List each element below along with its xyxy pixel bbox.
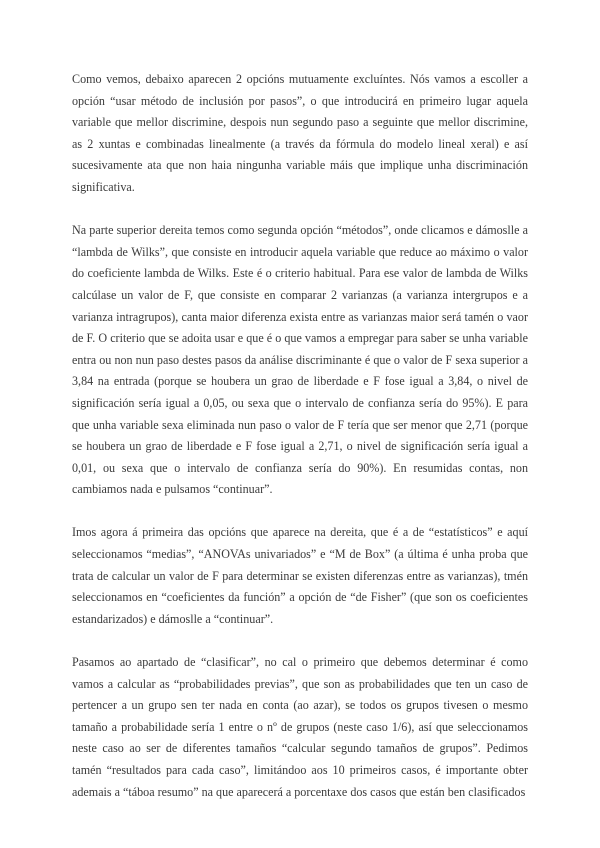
paragraph-inclusion-method: Como vemos, debaixo aparecen 2 opcións mutuamente excluíntes. Nós vamos a escoller a opción “usar método de inclusión por pasos”, o que introducirá en primeiro lugar aquela variable que mellor discrimine, despois nun segundo paso a seguinte que mellor discrimine, as 2 xuntas e combinadas linealmente (a través da fórmula do modelo lineal xeral) e así sucesivamente ata que non haia ningunha variable máis que implique unha discriminación significativa. xyxy=(72,72,528,194)
paragraph-spacer xyxy=(72,630,528,652)
paragraph-wilks-lambda: Na parte superior dereita temos como segunda opción “métodos”, onde clicamos e dámoslle a “lambda de Wilks”, que consiste en introducir aquela variable que reduce ao máximo o valor do coeficiente lambda de Wilks. Este é o criterio habitual. Para ese valor de lambda de Wilks calcúlase un valor de F, que consiste en comparar 2 varianzas (a varianza intergrupos e a varianza intragrupos), canta maior diferenza exista entre as varianzas maior será tamén o vaor de F. O criterio que se adoita usar e que é o que vamos a empregar para saber se unha variable entra ou non nun paso destes pasos da análise discriminante é que o valor de F sexa superior a 3,84 na entrada (porque se houbera un grao de liberdade e F fose igual a 3,84, o nivel de significación sería igual a 0,05, ou sexa que o intervalo de confianza sería do 95%). E para que unha variable sexa eliminada nun paso o valor de F tería que ser menor que 2,71 (porque se houbera un grao de liberdade e F fose igual a 2,71, o nivel de significación sería igual a 0,01, ou sexa que o intervalo de confianza sería do 90%). En resumidas contas, non cambiamos nada e pulsamos “continuar”. xyxy=(72,223,528,497)
paragraph-spacer xyxy=(72,199,528,221)
paragraph-statistics: Imos agora á primeira das opcións que aparece na dereita, que é a de “estatísticos” e aquí seleccionamos “medias”, “ANOVAs univariados” e “M de Box” (a última é unha proba que trata de calcular un valor de F para determinar se existen diferenzas entre as varianzas), tmén seleccionamos en “coeficientes da función” a opción de “de Fisher” (que son os coeficientes estandarizados) e dámoslle a “continuar”. xyxy=(72,525,528,626)
paragraph-spacer xyxy=(72,501,528,523)
paragraph-classify: Pasamos ao apartado de “clasificar”, no cal o primeiro que debemos determinar é como vamos a calcular as “probabilidades previas”, que son as probabilidades que ten un caso de pertencer a un grupo sen ter nada en conta (ao azar), se todos os grupos tivesen o mesmo tamaño a probabilidade sería 1 entre o nº de grupos (neste caso 1/6), así que seleccionamos neste caso ao ser de diferentes tamaños “calcular segundo tamaños de grupos”. Pedimos tamén “resultados para cada caso”, limitándoo aos 10 primeiros casos, é importante obter ademais a “táboa resumo” na que aparecerá a porcentaxe dos casos que están ben clasificados xyxy=(72,655,528,799)
